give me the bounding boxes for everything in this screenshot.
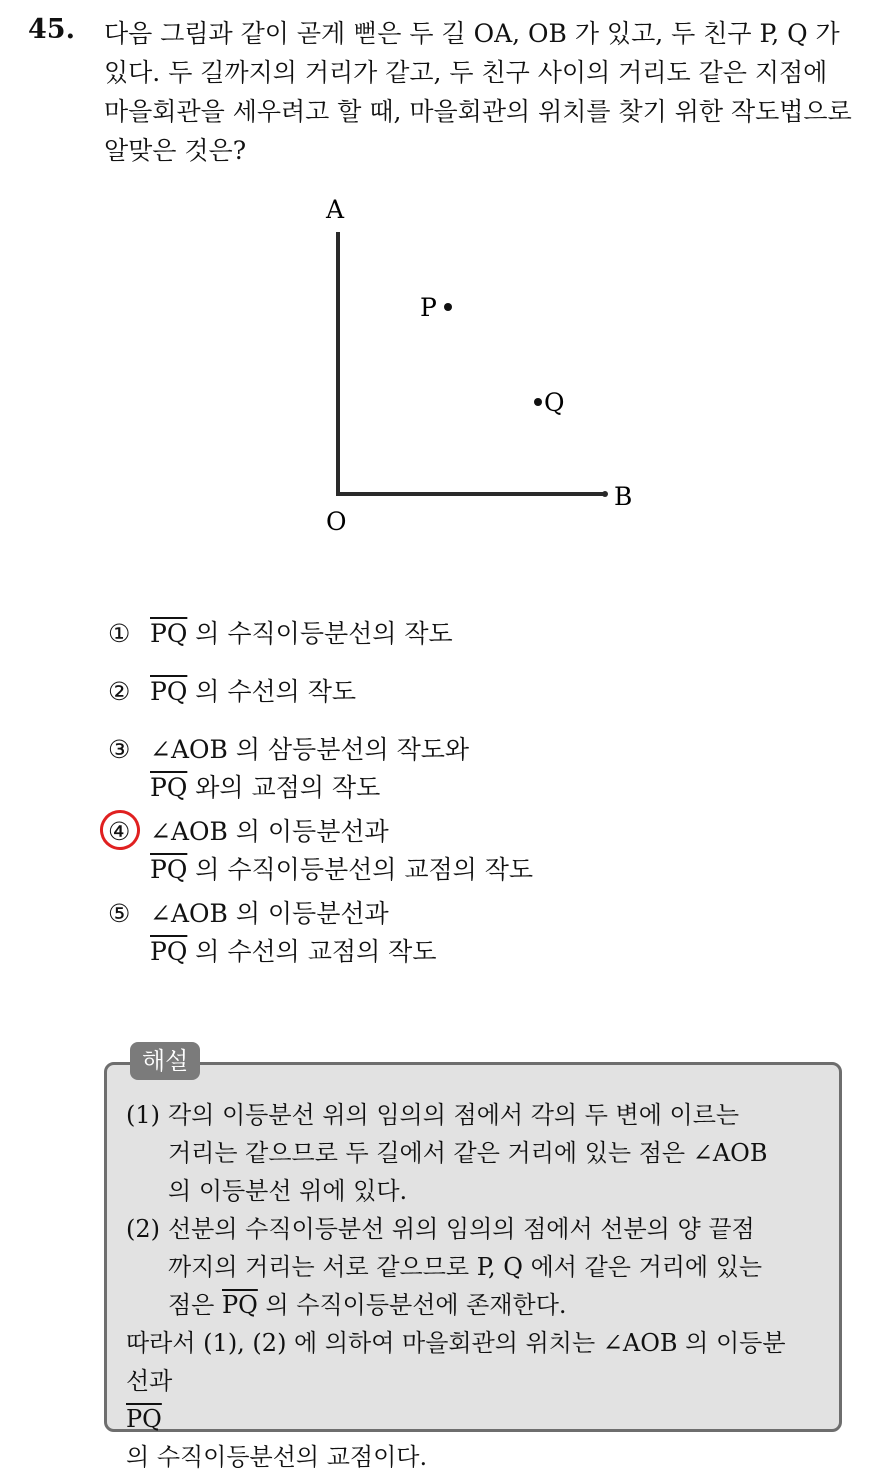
- choice-text: ∠AOB 의 이등분선과: [150, 899, 389, 928]
- choice-number: ⑤: [108, 899, 131, 928]
- choice-text: 의 수선의 작도: [187, 677, 357, 706]
- choice-text: 와의 교점의 작도: [187, 773, 381, 802]
- answer-choices: [108, 615, 848, 971]
- segment-pq: $\overline{PQ}$: [150, 677, 188, 706]
- item-number: (2): [126, 1215, 160, 1243]
- segment-pq: $\overline{PQ}$: [150, 855, 188, 884]
- explanation-tag: 해설: [130, 1042, 200, 1080]
- question-text: [104, 14, 864, 170]
- item-line: 선분의 수직이등분선 위의 임의의 점에서 선분의 양 끝점: [168, 1215, 755, 1243]
- segment-pq: $\overline{PQ}$: [150, 773, 188, 802]
- choice-text: 의 수직이등분선의 교점의 작도: [187, 855, 534, 884]
- question-number: 45.: [28, 14, 75, 45]
- explanation-conclusion: [126, 1324, 826, 1476]
- choice-number: ②: [108, 677, 131, 706]
- explanation-item-1: [126, 1096, 826, 1210]
- choice-number: ③: [108, 735, 131, 764]
- conclusion-text: 선과: [126, 1367, 173, 1395]
- item-line: 거리는 같으므로 두 길에서 같은 거리에 있는 점은 ∠AOB: [168, 1139, 768, 1167]
- point-q-dot: [534, 398, 542, 406]
- choice-text: ∠AOB 의 이등분선과: [150, 817, 389, 846]
- question-line: 마을회관을 세우려고 할 때, 마을회관의 위치를 찾기 위한 작도법으로: [104, 97, 852, 126]
- item-line: 까지의 거리는 서로 같으므로 P, Q 에서 같은 거리에 있는: [168, 1253, 763, 1281]
- geometry-figure: [300, 180, 660, 550]
- item-line: 각의 이등분선 위의 임의의 점에서 각의 두 변에 이르는: [168, 1101, 740, 1129]
- choice-5[interactable]: [108, 895, 848, 971]
- choice-3[interactable]: [108, 731, 848, 807]
- question-line: 다음 그림과 같이 곧게 뻗은 두 길 OA, OB 가 있고, 두 친구 P, Q 가: [104, 19, 840, 48]
- choice-text: 의 수선의 교점의 작도: [187, 937, 437, 966]
- item-text: 점은: [168, 1291, 222, 1319]
- segment-pq: $\overline{PQ}$: [222, 1291, 258, 1319]
- question-line: 알맞은 것은?: [104, 136, 247, 165]
- conclusion-text: 의 수직이등분선의 교점이다.: [126, 1443, 428, 1471]
- explanation-body: [126, 1096, 826, 1476]
- question-line: 있다. 두 길까지의 거리가 같고, 두 친구 사이의 거리도 같은 지점에: [104, 58, 828, 87]
- label-p: P: [420, 293, 437, 322]
- point-p-dot: [444, 303, 452, 311]
- label-q: Q: [544, 388, 565, 417]
- item-text: 의 수직이등분선에 존재한다.: [257, 1291, 567, 1319]
- choice-2[interactable]: [108, 673, 848, 711]
- item-line: 의 이등분선 위에 있다.: [168, 1177, 408, 1205]
- item-number: (1): [126, 1101, 160, 1129]
- choice-text: ∠AOB 의 삼등분선의 작도와: [150, 735, 470, 764]
- label-o: O: [326, 507, 347, 536]
- conclusion-line: 따라서 (1), (2) 에 의하여 마을회관의 위치는 ∠AOB 의 이등분: [126, 1329, 786, 1357]
- explanation-item-2: [126, 1210, 826, 1324]
- choice-number: ①: [108, 619, 131, 648]
- choice-number: ④: [108, 817, 131, 846]
- choice-text: 의 수직이등분선의 작도: [187, 619, 453, 648]
- ray-ob-end: [602, 491, 608, 497]
- label-a: A: [326, 195, 345, 224]
- segment-pq: $\overline{PQ}$: [126, 1405, 162, 1433]
- choice-4[interactable]: [108, 813, 848, 889]
- segment-pq: $\overline{PQ}$: [150, 937, 188, 966]
- segment-pq: $\overline{PQ}$: [150, 619, 188, 648]
- label-b: B: [614, 482, 633, 511]
- choice-1[interactable]: [108, 615, 848, 653]
